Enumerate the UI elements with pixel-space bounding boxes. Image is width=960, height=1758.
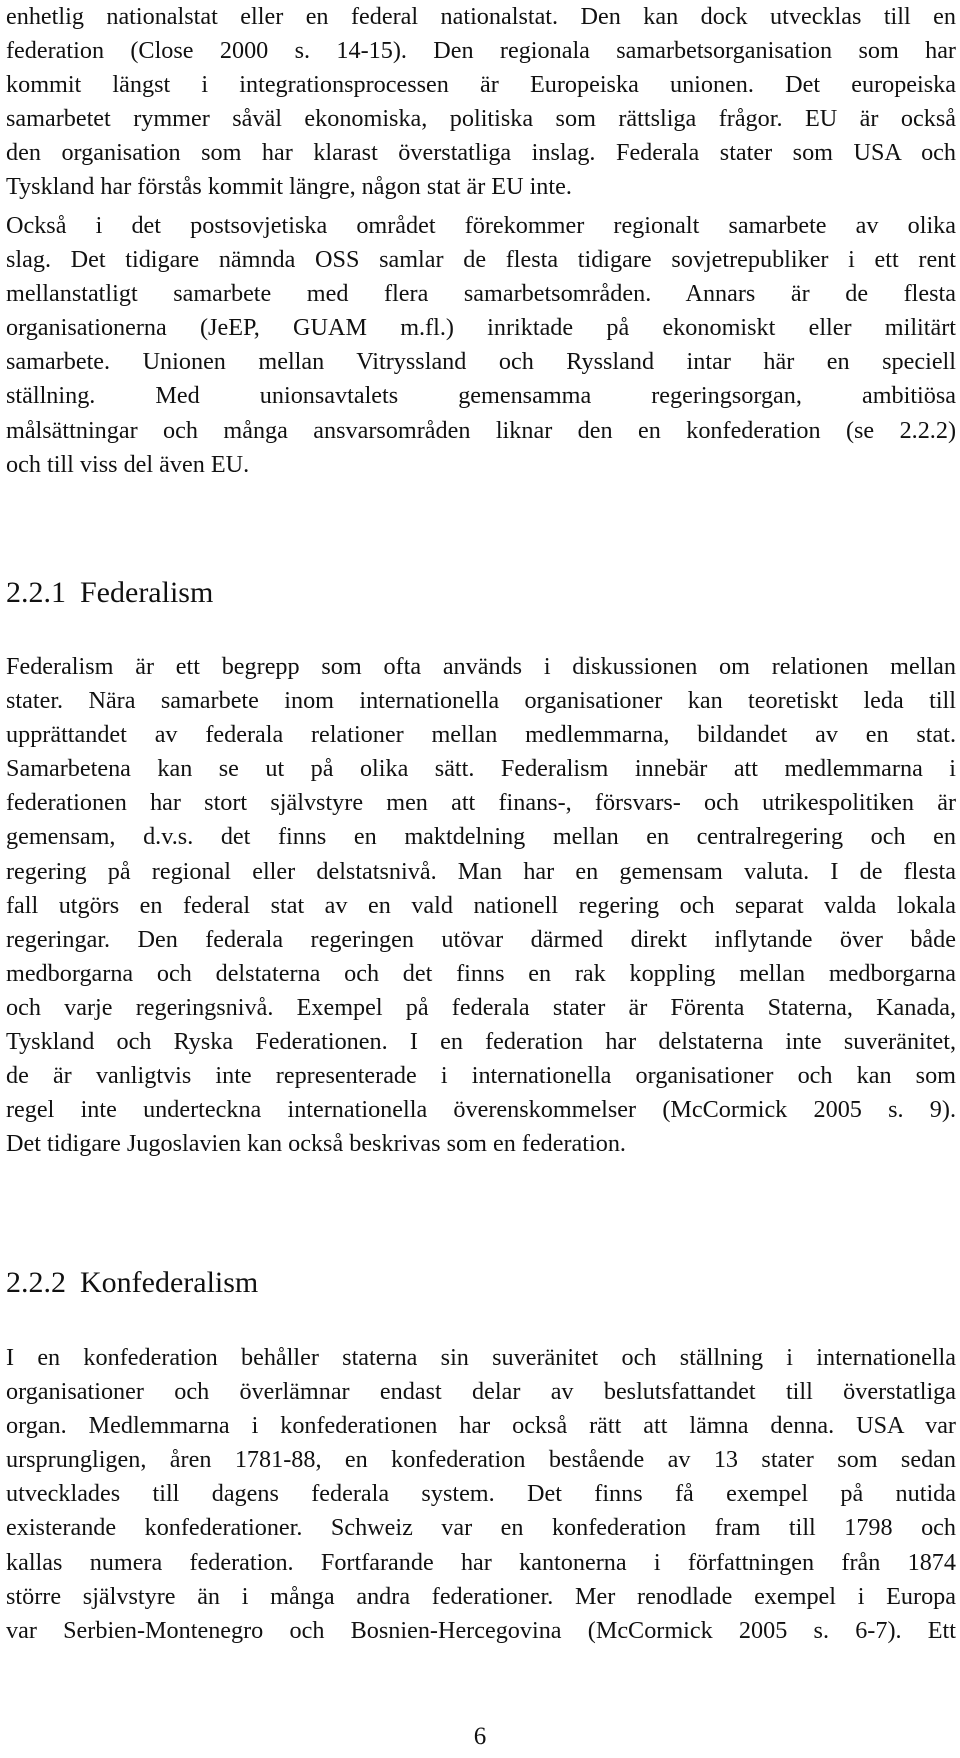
text-line: Federalism är ett begrepp som ofta används i diskussionen om relationen mellan — [6, 653, 956, 680]
text-line: federationen har stort självstyre men att finans-, försvars- och utrikespolitiken är — [6, 789, 956, 817]
text-line: federation (Close 2000 s. 14-15). Den regionala samarbetsorganisation som har — [6, 37, 956, 65]
text-line: var Serbien-Montenegro och Bosnien-Hercegovina (McCormick 2005 s. 6-7). Ett — [6, 1616, 956, 1644]
text-line: Tyskland har förstås kommit längre, någon stat är EU inte. — [6, 173, 572, 201]
text-line: kommit längst i integrationsprocessen är Europeiska unionen. Det europeiska — [6, 71, 956, 99]
section-number: 2.2.1 — [6, 576, 66, 609]
text-line: upprättandet av federala relationer mellan medlemmarna, bildandet av en stat. — [6, 721, 956, 749]
section-number: 2.2.2 — [6, 1266, 66, 1299]
text-line: organ. Medlemmarna i konfederationen har också rätt att lämna denna. USA var — [6, 1412, 956, 1440]
text-line: medborgarna och delstaterna och det finns en rak koppling mellan medborgarna — [6, 959, 956, 987]
text-line: enhetlig nationalstat eller en federal nationalstat. Den kan dock utvecklas till en — [6, 3, 956, 30]
text-line: regel inte underteckna internationella överenskommelser (McCormick 2005 s. 9). — [6, 1096, 956, 1124]
text-line: organisationer och överlämnar endast delar av beslutsfattandet till överstatliga — [6, 1378, 956, 1406]
text-line: och varje regeringsnivå. Exempel på federala stater är Förenta Staterna, Kanada, — [6, 993, 956, 1021]
page-number: 6 — [473, 1723, 487, 1750]
text-line: målsättningar och många ansvarsområden liknar den en konfederation (se 2.2.2) — [6, 416, 956, 444]
text-line: regeringar. Den federala regeringen utövar därmed direkt inflytande över både — [6, 925, 956, 953]
text-line: existerande konfederationer. Schweiz var en konfederation fram till 1798 och — [6, 1514, 956, 1542]
paragraph-2 — [6, 209, 956, 482]
text-line: Samarbetena kan se ut på olika sätt. Federalism innebär att medlemmarna i — [6, 755, 956, 783]
text-line: de är vanligtvis inte representerade i internationella organisationer och kan som — [6, 1062, 956, 1090]
text-line: Tyskland och Ryska Federationen. I en federation har delstaterna inte suveränitet, — [6, 1028, 956, 1056]
text-line: slag. Det tidigare nämnda OSS samlar de flesta tidigare sovjetrepubliker i ett rent — [6, 246, 956, 274]
text-line: ställning. Med unionsavtalets gemensamma regeringsorgan, ambitiösa — [6, 382, 956, 410]
text-line: större självstyre än i många andra federationer. Mer renodlade exempel i Europa — [6, 1582, 956, 1610]
section-heading-federalism — [6, 575, 213, 611]
text-line: fall utgörs en federal stat av en vald nationell regering och separat valda lokala — [6, 891, 956, 919]
paragraph-federalism — [6, 650, 956, 1161]
text-line: den organisation som har klarast överstatliga inslag. Federala stater som USA och — [6, 139, 956, 167]
text-line: utvecklades till dagens federala system. Det finns få exempel på nutida — [6, 1480, 956, 1508]
section-title: Federalism — [80, 576, 214, 609]
paragraph-konfederalism — [6, 1341, 956, 1648]
text-line: Också i det postsovjetiska området förekommer regionalt samarbete av olika — [6, 212, 956, 239]
text-line: Det tidigare Jugoslavien kan också beskrivas som en federation. — [6, 1130, 626, 1158]
text-line: gemensam, d.v.s. det finns en maktdelning mellan en centralregering och en — [6, 823, 956, 851]
text-line: kallas numera federation. Fortfarande har kantonerna i författningen från 1874 — [6, 1548, 956, 1576]
text-line: stater. Nära samarbete inom internationella organisationer kan teoretiskt leda till — [6, 687, 956, 715]
text-line: I en konfederation behåller staterna sin suveränitet och ställning i internationella — [6, 1344, 956, 1371]
text-line: och till viss del även EU. — [6, 450, 250, 478]
paragraph-1 — [6, 0, 956, 205]
section-heading-konfederalism — [6, 1265, 258, 1301]
text-line: samarbetet rymmer såväl ekonomiska, politiska som rättsliga frågor. EU är också — [6, 105, 956, 133]
text-line: mellanstatligt samarbete med flera samarbetsområden. Annars är de flesta — [6, 280, 956, 308]
text-line: ursprungligen, åren 1781-88, en konfederation bestående av 13 stater som sedan — [6, 1446, 956, 1474]
text-line: samarbete. Unionen mellan Vitryssland och Ryssland intar här en speciell — [6, 348, 956, 376]
text-line: organisationerna (JeEP, GUAM m.fl.) inriktade på ekonomiskt eller militärt — [6, 314, 956, 342]
text-line: regering på regional eller delstatsnivå. Man har en gemensam valuta. I de flesta — [6, 857, 956, 885]
section-title: Konfederalism — [80, 1266, 259, 1299]
